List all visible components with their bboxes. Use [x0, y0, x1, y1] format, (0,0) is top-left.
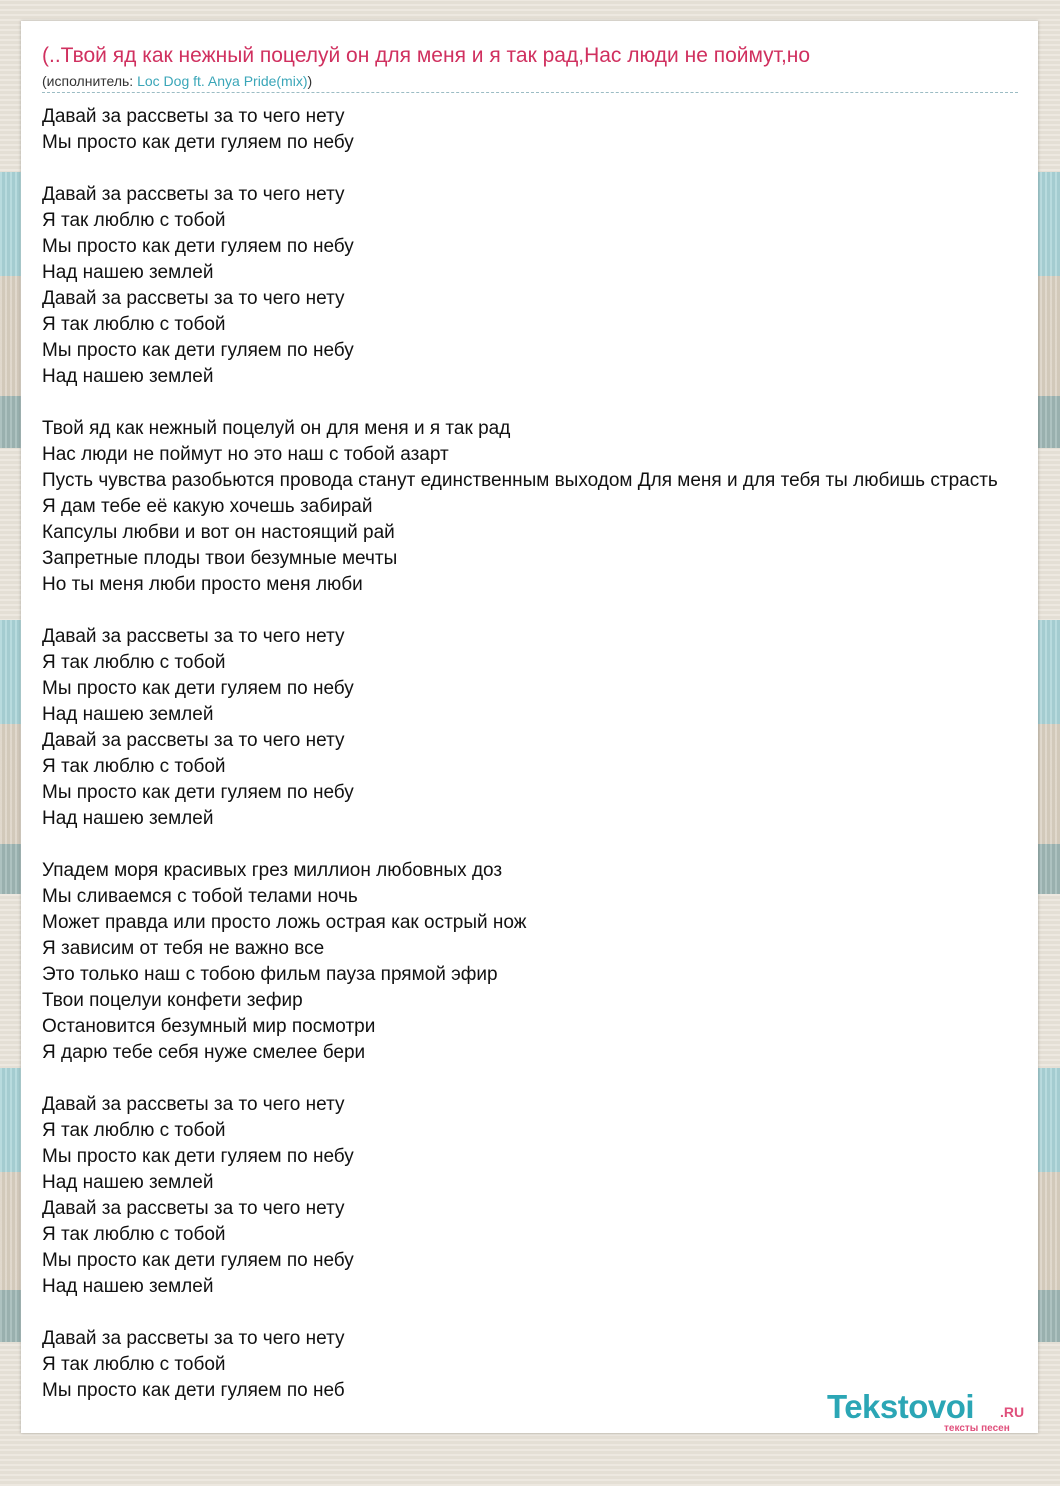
stanza-gap: [42, 1300, 998, 1326]
lyric-line: Мы просто как дети гуляем по небу: [42, 340, 354, 361]
performer-suffix: ): [307, 73, 313, 89]
lyric-line: Я так люблю с тобой: [42, 210, 226, 231]
artist-link[interactable]: Loc Dog ft. Anya Pride(mix): [137, 73, 308, 89]
lyric-line: Но ты меня люби просто меня люби: [42, 574, 363, 595]
lyric-line: Я так люблю с тобой: [42, 1354, 226, 1375]
lyric-line: Твои поцелуи конфети зефир: [42, 990, 303, 1011]
lyric-line: Давай за рассветы за то чего нету: [42, 1328, 345, 1349]
lyric-line: Остановится безумный мир посмотри: [42, 1016, 376, 1037]
lyric-line: Давай за рассветы за то чего нету: [42, 106, 345, 127]
lyric-line: Мы просто как дети гуляем по небу: [42, 678, 354, 699]
lyric-line: Над нашею землей: [42, 808, 214, 829]
lyric-line: Я так люблю с тобой: [42, 652, 226, 673]
lyric-line: Мы просто как дети гуляем по небу: [42, 236, 354, 257]
lyric-line: Я так люблю с тобой: [42, 1120, 226, 1141]
lyric-line: Запретные плоды твои безумные мечты: [42, 548, 398, 569]
stanza-gap: [42, 1066, 998, 1092]
lyrics-text: [42, 104, 998, 1404]
lyric-line: Пусть чувства разобьются провода станут единственным выходом Для меня и для тебя ты любишь страсть: [42, 470, 998, 491]
lyric-line: Над нашею землей: [42, 262, 214, 283]
lyric-line: Я дам тебе её какую хочешь забирай: [42, 496, 373, 517]
lyric-line: Давай за рассветы за то чего нету: [42, 1094, 345, 1115]
lyric-line: Над нашею землей: [42, 1172, 214, 1193]
performer-line: [42, 72, 312, 90]
performer-prefix: (исполнитель:: [42, 73, 138, 89]
lyric-line: Давай за рассветы за то чего нету: [42, 626, 345, 647]
lyric-line: Нас люди не поймут но это наш с тобой азарт: [42, 444, 449, 465]
header-divider: [42, 92, 1018, 93]
lyric-line: Мы сливаемся с тобой телами ночь: [42, 886, 358, 907]
lyric-line: Я так люблю с тобой: [42, 1224, 226, 1245]
lyric-line: Над нашею землей: [42, 704, 214, 725]
lyric-line: Давай за рассветы за то чего нету: [42, 288, 345, 309]
logo-domain: .RU: [1000, 1404, 1025, 1420]
lyric-line: Мы просто как дети гуляем по небу: [42, 1146, 354, 1167]
lyric-line: Мы просто как дети гуляем по неб: [42, 1380, 345, 1401]
lyric-line: Я зависим от тебя не важно все: [42, 938, 325, 959]
logo-wordmark: Tekstovoi: [827, 1388, 975, 1425]
lyric-line: Давай за рассветы за то чего нету: [42, 730, 345, 751]
lyric-line: Мы просто как дети гуляем по небу: [42, 132, 354, 153]
lyric-line: Над нашею землей: [42, 1276, 214, 1297]
lyric-line: Я дарю тебе себя нуже смелее бери: [42, 1042, 366, 1063]
stanza-gap: [42, 598, 998, 624]
lyric-line: Давай за рассветы за то чего нету: [42, 1198, 345, 1219]
lyric-line: Давай за рассветы за то чего нету: [42, 184, 345, 205]
lyric-line: Над нашею землей: [42, 366, 214, 387]
logo-tagline: тексты песен: [944, 1423, 1010, 1433]
stanza-gap: [42, 156, 998, 182]
lyrics-card: [21, 21, 1038, 1433]
site-logo[interactable]: [827, 1389, 1037, 1433]
lyric-line: Мы просто как дети гуляем по небу: [42, 782, 354, 803]
lyric-line: Я так люблю с тобой: [42, 756, 226, 777]
page-title: (..Твой яд как нежный поцелуй он для меня и я так рад,Нас люди не поймут,но: [42, 44, 811, 67]
lyric-line: Это только наш с тобою фильм пауза прямой эфир: [42, 964, 498, 985]
stanza-gap: [42, 832, 998, 858]
stanza-gap: [42, 390, 998, 416]
lyric-line: Мы просто как дети гуляем по небу: [42, 1250, 354, 1271]
lyric-line: Капсулы любви и вот он настоящий рай: [42, 522, 395, 543]
lyric-line: Упадем моря красивых грез миллион любовных доз: [42, 860, 503, 881]
lyric-line: Твой яд как нежный поцелуй он для меня и я так рад: [42, 418, 511, 439]
lyric-line: Может правда или просто ложь острая как острый нож: [42, 912, 527, 933]
lyric-line: Я так люблю с тобой: [42, 314, 226, 335]
